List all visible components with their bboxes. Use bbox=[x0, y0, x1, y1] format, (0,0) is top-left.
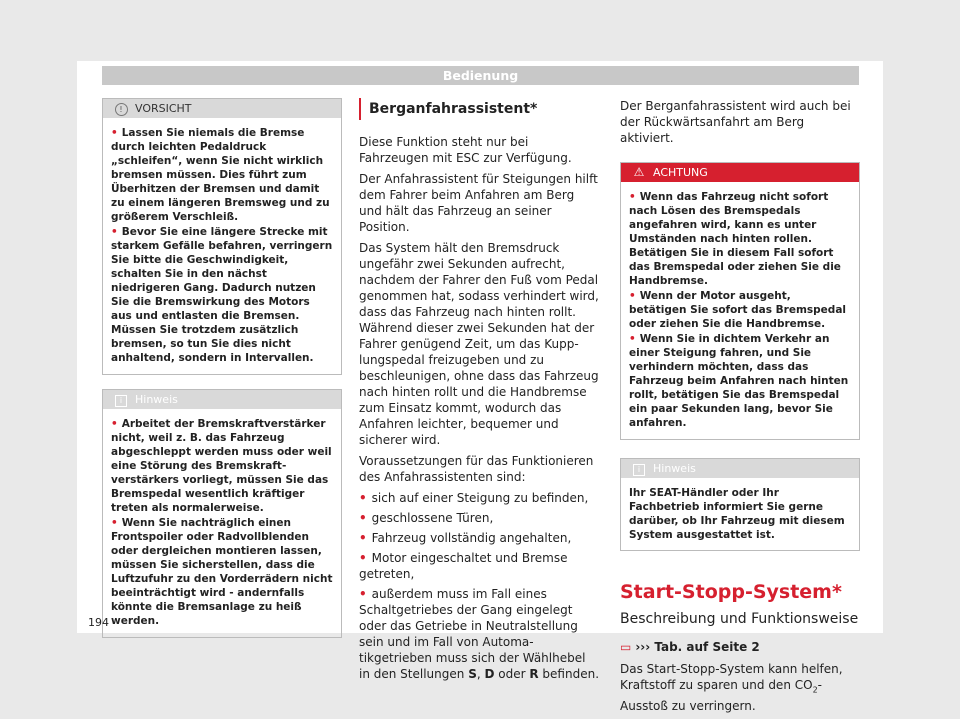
vorsicht-box bbox=[102, 98, 342, 375]
hinweis-header-2 bbox=[621, 459, 859, 478]
hinweis-bullet: • Arbeitet der Bremskraftverstärker nicht, weil z. B. das Fahrzeug abgeschleppt werden muss oder weil eine Störung des Bremskraftverstärkers vorliegt, müssen Sie das Bremspedal wesentlich kräftiger treten als normalerweise. bbox=[111, 418, 332, 514]
list-item: • sich auf einer Steigung zu befinden, bbox=[359, 491, 589, 505]
hinweis-body-1 bbox=[103, 409, 341, 637]
column-middle bbox=[359, 98, 599, 686]
achtung-box bbox=[620, 162, 860, 440]
page-number: 194 bbox=[88, 616, 109, 629]
paragraph: Diese Funktion steht nur bei Fahrzeugen mit ESC zur Verfügung. bbox=[359, 135, 572, 165]
column-right bbox=[620, 98, 860, 719]
achtung-bullet: • Wenn das Fahrzeug nicht sofort nach Lösen des Bremspedals angefahren wird, kann es unter Umständen nach hinten rollen. Betätigen Sie in diesem Fall sofort das Bremspedal oder ziehen Sie die Handbremse. bbox=[629, 191, 841, 287]
list-item: • Fahrzeug vollständig angehalten, bbox=[359, 531, 572, 545]
info-circle-icon: ! bbox=[113, 99, 129, 118]
achtung-body bbox=[621, 182, 859, 439]
gear-s: S bbox=[468, 667, 477, 681]
table-reference-link[interactable]: ▭ ››› Tab. auf Seite 2 bbox=[620, 640, 760, 654]
hinweis-bullet: • Wenn Sie nachträglich einen Frontspoiler oder Radvollblenden oder dergleichen montieren lassen, müssen Sie sicherstellen, dass die Luftzufuhr zu den Vorderrädern nicht beeinträchtigt wird - andernfalls könnte die Bremsanlage zu heiß werden. bbox=[111, 517, 333, 627]
vorsicht-header bbox=[103, 99, 341, 118]
hinweis-label-1: Hinweis bbox=[135, 393, 178, 406]
vorsicht-label: VORSICHT bbox=[135, 102, 192, 115]
vorsicht-bullet: • Lassen Sie niemals die Bremse durch leichten Pedaldruck „schleifen“, wenn Sie nicht wirklich bremsen müssen. Dies führt zum Überhitzen der Bremsen und damit zu einem längeren Bremsweg und zu größerem Verschleiß. bbox=[111, 127, 330, 223]
achtung-header bbox=[621, 163, 859, 182]
section-title-start-stopp: Start-Stopp-System* bbox=[620, 581, 842, 603]
paragraph-description: Das Start-Stopp-System kann helfen, Kraftstoff zu sparen und den $CO_2$-Ausstoß zu verringern. bbox=[620, 662, 843, 714]
hinweis-body-2 bbox=[621, 478, 859, 550]
hinweis-text: Ihr SEAT-Händler oder Ihr Fachbetrieb informiert Sie gerne darüber, ob Ihr Fahrzeug mit diesem System ausgestattet ist. bbox=[629, 487, 845, 541]
info-square-icon: i bbox=[113, 390, 129, 409]
book-icon: ▭ bbox=[620, 640, 632, 654]
gear-d: D bbox=[484, 667, 495, 681]
vorsicht-body bbox=[103, 118, 341, 374]
gear-r: R bbox=[529, 667, 539, 681]
warning-triangle-icon: ⚠ bbox=[633, 165, 645, 179]
section-title-berganfahrassistent: Berganfahrassistent* bbox=[359, 98, 599, 120]
hinweis-header-1 bbox=[103, 390, 341, 409]
hinweis-box-2 bbox=[620, 458, 860, 551]
hinweis-label-2: Hinweis bbox=[653, 462, 696, 475]
paragraph-intro: Der Berganfahrassistent wird auch bei der Rückwärtsanfahrt am Berg aktiviert. bbox=[620, 99, 851, 145]
achtung-bullet: • Wenn Sie in dichtem Verkehr an einer Steigung fahren, und Sie verhindern möchten, dass das Fahrzeug beim Anfahren nach hinten rollt, betätigen Sie das Bremspedal ein paar Sekunden lang, bevor Sie anfahren. bbox=[629, 333, 849, 429]
list-item: • geschlossene Türen, bbox=[359, 511, 494, 525]
subsection-title: Beschreibung und Funktionsweise bbox=[620, 611, 859, 627]
paragraph: Voraussetzungen für das Funktionieren des Anfahrassistenten sind: bbox=[359, 454, 594, 484]
achtung-bullet: • Wenn der Motor ausgeht, betätigen Sie sofort das Bremspedal oder ziehen Sie die Handbremse. bbox=[629, 290, 847, 330]
vorsicht-bullet: • Bevor Sie eine längere Strecke mit starkem Gefälle befahren, verringern Sie bitte die Geschwindigkeit, schalten Sie in den nächst niedrigeren Gang. Dadurch nutzen Sie die Bremswirkung des Motors aus und entlasten die Bremsen. Müssen Sie trotzdem zusätzlich bremsen, so tun Sie dies nicht anhaltend, sondern in Intervallen. bbox=[111, 226, 333, 364]
achtung-label: ACHTUNG bbox=[653, 166, 708, 179]
info-square-icon: i bbox=[631, 459, 647, 478]
list-item: • Motor eingeschaltet und Bremse getreten, bbox=[359, 551, 568, 581]
page-header: Bedienung bbox=[102, 66, 859, 85]
list-item: • außerdem muss im Fall eines Schaltgetriebes der Gang eingelegt oder das Getriebe in Neutralstellung sein und im Fall von Automatikgetrieben muss sich der Wählhebel in den Stellungen S, D oder R befinden. bbox=[359, 587, 600, 681]
column-left bbox=[102, 98, 342, 650]
hinweis-box-1 bbox=[102, 389, 342, 638]
paragraph: Das System hält den Bremsdruck ungefähr zwei Sekunden aufrecht, nachdem der Fahrer den Fuß vom Pedal genommen hat, sodass verhindert wird, dass das Fahrzeug nach hinten rollt. Während dieser zwei Sekunden hat der Fahrer genügend Zeit, um das Kupplungspedal freizugeben und zu beschleunigen, ohne dass das Fahrzeug nach hinten rollt und die Handbremse zum Einsatz kommt, wodurch das Anfahren leichter, bequemer und sicherer wird. bbox=[359, 241, 599, 447]
paragraph: Der Anfahrassistent für Steigungen hilft dem Fahrer beim Anfahren am Berg und hält das Fahrzeug an seiner Position. bbox=[359, 172, 598, 234]
requirements-list bbox=[359, 490, 599, 682]
